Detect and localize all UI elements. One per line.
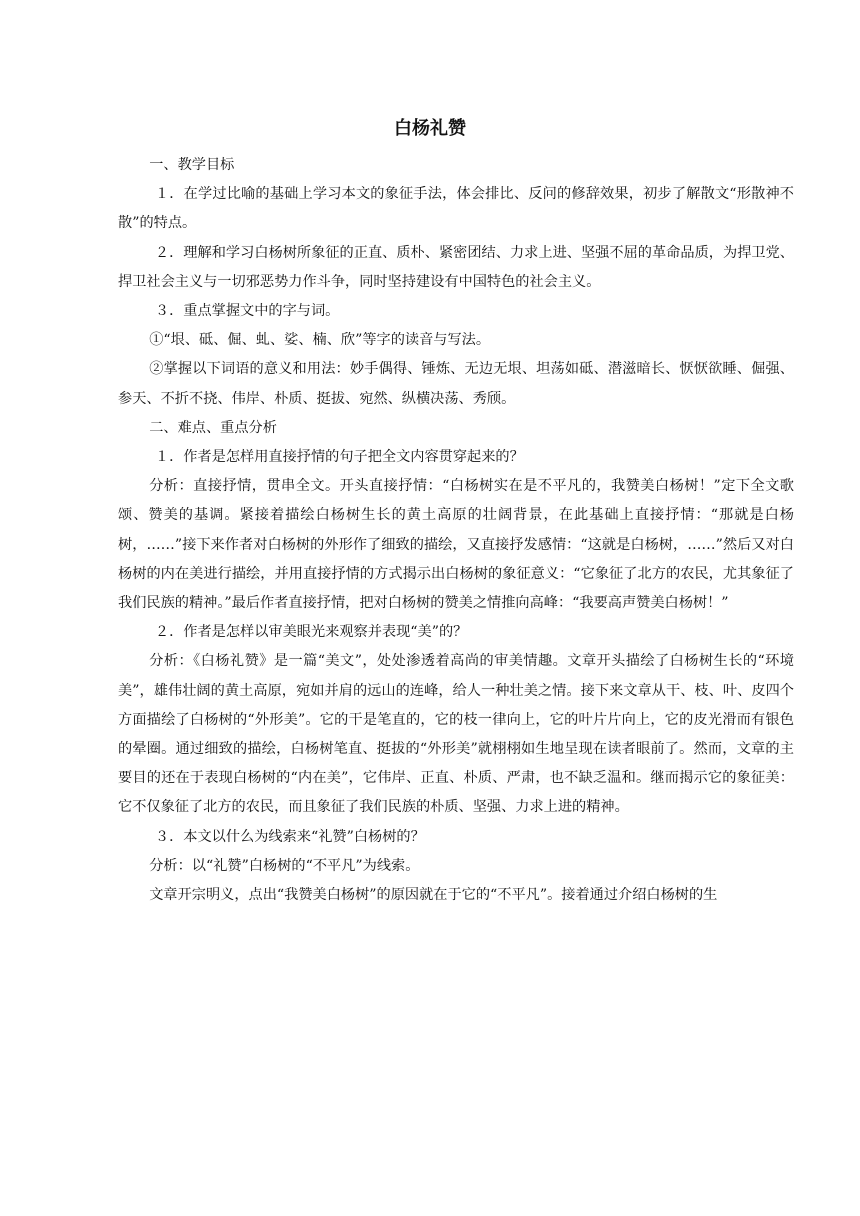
goal-item: １．在学过比喻的基础上学习本文的象征手法，体会排比、反问的修辞效果，初步了解散文“形散神不散”的特点。 — [118, 186, 794, 232]
analysis-paragraph: 分析：直接抒情，贯串全文。开头直接抒情：“白杨树实在是不平凡的，我赞美白杨树！”定下全文歌颂、赞美的基调。紧接着描绘白杨树生长的黄土高原的壮阔背景，在此基础上直接抒情：“那就是白杨树，……”接下来作者对白杨树的外形作了细致的描绘，又直接抒发感情：“这就是白杨树，……”然后又对白杨树的内在美进行描绘，并用直接抒情的方式揭示出白杨树的象征意义：“它象征了北方的农民，尤其象征了我们民族的精神。”最后作者直接抒情，把对白杨树的赞美之情推向高峰：“我要高声赞美白杨树！” — [118, 478, 794, 612]
question: ３．本文以什么为线索来“礼赞”白杨树的？ — [154, 828, 425, 845]
goal-subitem: ②掌握以下词语的意义和用法：妙手偶得、锤炼、无边无垠、坦荡如砥、潜滋暗长、恹恹欲睡、倔强、参天、不折不挠、伟岸、朴质、挺拔、宛然、纵横决荡、秀颀。 — [118, 361, 794, 407]
document-title: 白杨礼赞 — [394, 118, 466, 139]
document-body — [118, 151, 794, 910]
question: １．作者是怎样用直接抒情的句子把全文内容贯穿起来的？ — [154, 449, 524, 466]
question: ２．作者是怎样以审美眼光来观察并表现“美”的？ — [154, 624, 468, 641]
section-heading: 二、难点、重点分析 — [149, 419, 277, 436]
analysis-paragraph: 分析：《白杨礼赞》是一篇“美文”，处处渗透着高尚的审美情趣。文章开头描绘了白杨树生长的“环境美”，雄伟壮阔的黄土高原，宛如并肩的远山的连峰，给人一种壮美之情。接下来文章从干、枝、叶、皮四个方面描绘了白杨树的“外形美”。它的干是笔直的，它的枝一律向上，它的叶片片向上，它的皮光滑而有银色的晕圈。通过细致的描绘，白杨树笔直、挺拔的“外形美”就栩栩如生地呈现在读者眼前了。然而，文章的主要目的还在于表现白杨树的“内在美”，它伟岸、正直、朴质、严肃，也不缺乏温和。继而揭示它的象征美：它不仅象征了北方的农民，而且象征了我们民族的朴质、坚强、力求上进的精神。 — [118, 653, 794, 816]
analysis-paragraph: 分析：以“礼赞”白杨树的“不平凡”为线索。 — [149, 857, 420, 874]
goal-item: ３．重点掌握文中的字与词。 — [154, 303, 340, 320]
goal-item: ２．理解和学习白杨树所象征的正直、质朴、紧密团结、力求上进、坚强不屈的革命品质，为捍卫党、捍卫社会主义与一切邪恶势力作斗争，同时坚持建设有中国特色的社会主义。 — [118, 244, 794, 290]
body-paragraph: 文章开宗明义，点出“我赞美白杨树”的原因就在于它的“不平凡”。接着通过介绍白杨树的生 — [149, 887, 718, 904]
section-heading: 一、教学目标 — [149, 157, 235, 173]
goal-subitem: ①“垠、砥、倔、虬、娑、楠、欣”等字的读音与写法。 — [149, 332, 491, 349]
